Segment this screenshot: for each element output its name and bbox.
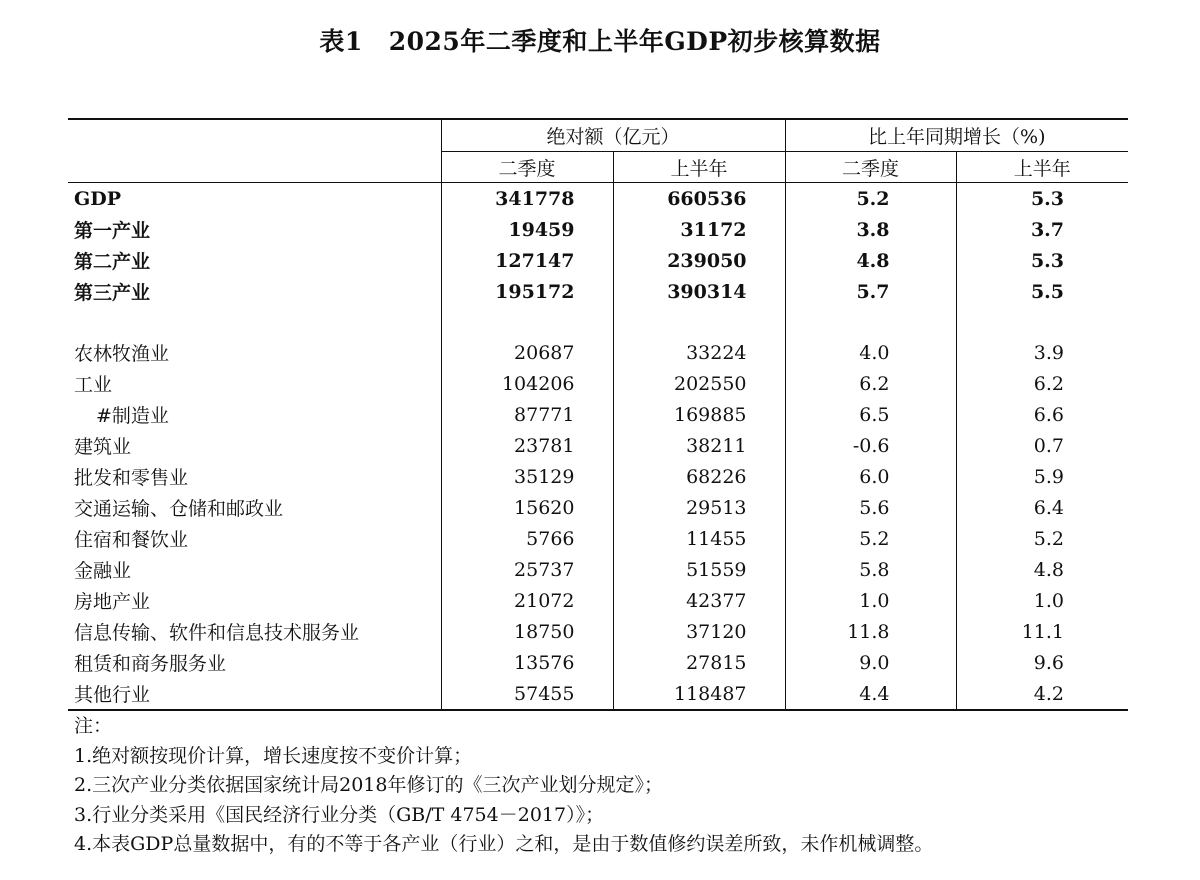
notes-heading: 注： <box>74 715 113 737</box>
cell-q2-abs: 104206 <box>441 368 613 399</box>
note-item: 3.行业分类采用《国民经济行业分类（GB/T 4754－2017）》； <box>74 803 605 826</box>
table-row <box>68 276 1128 307</box>
table-row <box>68 585 1128 616</box>
cell-q2-abs: 35129 <box>441 461 613 492</box>
row-label: 工业 <box>74 374 113 396</box>
table-row <box>68 492 1128 523</box>
table-notes <box>74 712 933 860</box>
cell-h1-abs: 11455 <box>613 523 785 554</box>
cell-h1-abs: 118487 <box>613 678 785 710</box>
cell-q2-abs: 341778 <box>441 183 613 215</box>
table-row <box>68 368 1128 399</box>
cell-q2-growth: 5.2 <box>785 523 956 554</box>
cell-q2-abs: 23781 <box>441 430 613 461</box>
cell-q2-abs: 21072 <box>441 585 613 616</box>
cell-q2-abs: 13576 <box>441 647 613 678</box>
cell-q2-abs: 19459 <box>441 214 613 245</box>
cell-q2-growth: 5.2 <box>785 183 956 215</box>
header-group-absolute: 绝对额（亿元） <box>441 119 785 152</box>
header-group-growth: 比上年同期增长（%) <box>785 119 1128 152</box>
cell-h1-abs: 27815 <box>613 647 785 678</box>
cell-q2-growth: 9.0 <box>785 647 956 678</box>
cell-q2-growth: 5.6 <box>785 492 956 523</box>
cell-h1-abs: 37120 <box>613 616 785 647</box>
cell-h1-growth: 9.6 <box>956 647 1128 678</box>
cell-q2-growth: 4.4 <box>785 678 956 710</box>
table-row <box>68 183 1128 215</box>
cell-h1-abs: 169885 <box>613 399 785 430</box>
table-row <box>68 214 1128 245</box>
cell-h1-abs: 38211 <box>613 430 785 461</box>
cell-q2-growth: 5.7 <box>785 276 956 307</box>
cell-h1-abs: 68226 <box>613 461 785 492</box>
cell-q2-abs: 25737 <box>441 554 613 585</box>
table-number: 表1 <box>319 27 363 56</box>
note-item: 4.本表GDP总量数据中，有的不等于各产业（行业）之和，是由于数值修约误差所致，未作机械调整。 <box>74 833 934 855</box>
table-row <box>68 616 1128 647</box>
cell-q2-abs: 87771 <box>441 399 613 430</box>
cell-h1-growth: 4.2 <box>956 678 1128 710</box>
cell-q2-growth: 6.5 <box>785 399 956 430</box>
cell-h1-growth: 11.1 <box>956 616 1128 647</box>
cell-h1-abs: 51559 <box>613 554 785 585</box>
cell-h1-growth: 6.2 <box>956 368 1128 399</box>
header-abs-h1: 上半年 <box>613 152 785 183</box>
cell-q2-growth: 1.0 <box>785 585 956 616</box>
cell-q2-abs: 20687 <box>441 337 613 368</box>
row-label: 建筑业 <box>74 436 132 458</box>
row-label: 批发和零售业 <box>74 467 189 489</box>
cell-h1-growth: 6.4 <box>956 492 1128 523</box>
cell-h1-growth: 3.9 <box>956 337 1128 368</box>
table-spacer-row <box>68 307 1128 337</box>
table-row <box>68 461 1128 492</box>
note-item: 2.三次产业分类依据国家统计局2018年修订的《三次产业划分规定》； <box>74 774 663 796</box>
header-growth-q2: 二季度 <box>785 152 956 183</box>
table-row <box>68 337 1128 368</box>
cell-h1-abs: 29513 <box>613 492 785 523</box>
header-blank-2 <box>68 152 441 183</box>
table-title-text: 2025年二季度和上半年GDP初步核算数据 <box>388 27 881 56</box>
gdp-table <box>68 118 1128 711</box>
cell-q2-abs: 15620 <box>441 492 613 523</box>
cell-h1-abs: 390314 <box>613 276 785 307</box>
cell-q2-abs: 5766 <box>441 523 613 554</box>
cell-q2-growth: 4.0 <box>785 337 956 368</box>
header-growth-h1: 上半年 <box>956 152 1128 183</box>
row-label: 第一产业 <box>74 220 151 242</box>
cell-h1-growth: 6.6 <box>956 399 1128 430</box>
header-blank <box>68 119 441 152</box>
row-label: 房地产业 <box>74 591 151 613</box>
cell-h1-growth: 5.2 <box>956 523 1128 554</box>
cell-q2-growth: 6.0 <box>785 461 956 492</box>
row-label: 第二产业 <box>74 251 151 273</box>
cell-h1-growth: 5.9 <box>956 461 1128 492</box>
cell-h1-growth: 5.3 <box>956 183 1128 215</box>
cell-q2-growth: 5.8 <box>785 554 956 585</box>
cell-q2-abs: 18750 <box>441 616 613 647</box>
row-label: 租赁和商务服务业 <box>74 653 227 675</box>
row-label: 金融业 <box>74 560 132 582</box>
table-row <box>68 678 1128 710</box>
page-title <box>0 22 1200 58</box>
cell-q2-abs: 195172 <box>441 276 613 307</box>
cell-q2-growth: 3.8 <box>785 214 956 245</box>
table-row <box>68 399 1128 430</box>
cell-h1-abs: 660536 <box>613 183 785 215</box>
cell-q2-growth: 11.8 <box>785 616 956 647</box>
note-item: 1.绝对额按现价计算，增长速度按不变价计算； <box>74 744 473 767</box>
table-row <box>68 430 1128 461</box>
row-label: 住宿和餐饮业 <box>74 529 189 551</box>
table-row <box>68 523 1128 554</box>
cell-h1-abs: 42377 <box>613 585 785 616</box>
cell-h1-growth: 0.7 <box>956 430 1128 461</box>
row-label: 第三产业 <box>74 282 151 304</box>
cell-h1-growth: 5.3 <box>956 245 1128 276</box>
cell-h1-growth: 5.5 <box>956 276 1128 307</box>
cell-h1-abs: 202550 <box>613 368 785 399</box>
row-label: 其他行业 <box>68 678 441 710</box>
header-abs-q2: 二季度 <box>441 152 613 183</box>
cell-h1-growth: 3.7 <box>956 214 1128 245</box>
table-row <box>68 647 1128 678</box>
row-label: 农林牧渔业 <box>74 343 170 365</box>
cell-h1-abs: 239050 <box>613 245 785 276</box>
row-label: 信息传输、软件和信息技术服务业 <box>74 622 360 644</box>
cell-h1-growth: 4.8 <box>956 554 1128 585</box>
cell-q2-growth: -0.6 <box>785 430 956 461</box>
cell-q2-growth: 4.8 <box>785 245 956 276</box>
row-label: #制造业 <box>96 405 169 427</box>
cell-h1-abs: 33224 <box>613 337 785 368</box>
row-label: GDP <box>74 187 121 210</box>
cell-q2-abs: 127147 <box>441 245 613 276</box>
table-row <box>68 554 1128 585</box>
row-label: 交通运输、仓储和邮政业 <box>74 498 284 520</box>
cell-h1-abs: 31172 <box>613 214 785 245</box>
cell-q2-growth: 6.2 <box>785 368 956 399</box>
cell-h1-growth: 1.0 <box>956 585 1128 616</box>
cell-q2-abs: 57455 <box>441 678 613 710</box>
table-row <box>68 245 1128 276</box>
